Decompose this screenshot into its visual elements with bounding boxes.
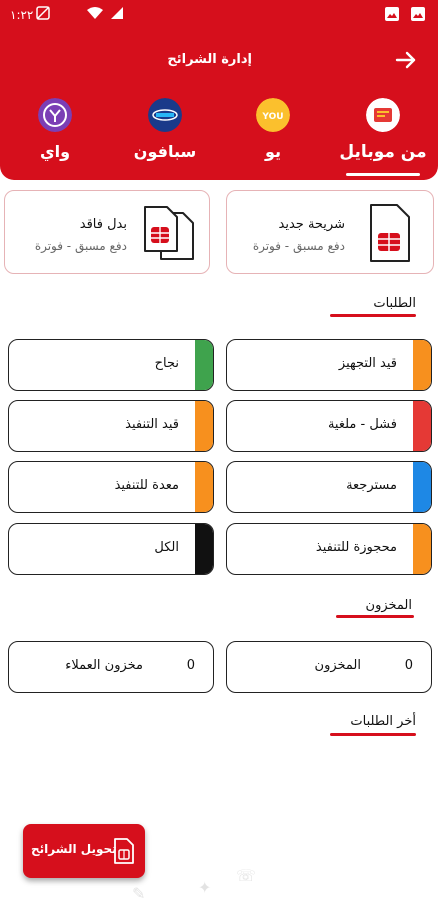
background-pattern: ✦ [198,878,212,897]
tab-you[interactable] [228,96,318,176]
tab-y[interactable] [10,96,100,176]
inventory-section-title: المخزون [365,598,412,613]
status-label: قيد التجهيز [338,356,397,371]
status-bar [0,0,438,30]
tab-sabafon[interactable] [120,96,210,176]
page-title: إدارة الشرائح [167,52,252,67]
stock-count: 0 [404,658,413,673]
arrow-right-icon[interactable] [394,48,418,72]
stock-tile[interactable] [226,641,432,693]
image-notification-icon [384,6,400,22]
replacement-card[interactable] [4,190,210,274]
tab-mobile[interactable] [338,96,428,176]
image-notification-icon [410,6,426,22]
status-tile-failed[interactable] [226,400,432,452]
status-tile-in-progress[interactable] [8,400,214,452]
card-subtitle: دفع مسبق - فوترة [34,239,127,253]
app-header [0,0,438,180]
tab-label: يو [264,142,282,161]
you-logo-icon [256,98,290,132]
signal-icon [110,6,124,20]
y-logo-icon [38,98,72,132]
status-tile-success[interactable] [8,339,214,391]
requests-section-title: الطلبات [373,296,416,311]
status-label: نجاح [154,356,179,371]
tab-label: سبافون [133,142,197,161]
section-underline [330,314,416,317]
customer-stock-tile[interactable] [8,641,214,693]
active-tab-indicator [346,173,420,176]
customer-stock-count: 0 [186,658,195,673]
sim-card-icon [113,838,135,864]
status-tile-ready[interactable] [8,461,214,513]
mobile-sim-icon [366,98,400,132]
new-sim-card[interactable] [226,190,434,274]
status-time: ١:٢٢ [10,8,34,22]
status-label: قيد التنفيذ [125,417,179,432]
status-label: الكل [154,540,179,555]
status-stripe [413,401,431,451]
svg-text:YOU: YOU [262,112,284,122]
status-stripe [195,524,213,574]
card-title: شريحة جديد [278,217,345,232]
convert-sims-label: تحويل الشرائح [31,842,117,856]
status-tile-preparing[interactable] [226,339,432,391]
status-tile-all[interactable] [8,523,214,575]
card-subtitle: دفع مسبق - فوترة [252,239,345,253]
status-label: معدة للتنفيذ [114,478,179,493]
card-title: بدل فاقد [79,217,127,232]
status-tile-returned[interactable] [226,461,432,513]
status-label: محجوزة للتنفيذ [315,540,397,555]
background-pattern: ✎ [132,884,146,900]
provider-tabs [0,96,438,178]
notification-muted-icon [36,6,50,20]
latest-requests-section-title: أخر الطلبات [350,714,416,729]
tab-label: من موبايل [339,142,427,162]
status-stripe [195,340,213,390]
status-stripe [413,462,431,512]
section-underline [336,615,414,618]
background-pattern: ☏ [236,866,257,885]
customer-stock-label: مخزون العملاء [65,658,143,673]
title-bar [0,40,438,80]
tab-label: واي [39,142,71,161]
status-tile-reserved[interactable] [226,523,432,575]
convert-sims-button[interactable] [23,824,145,878]
sim-card-icon [365,203,411,263]
duplicate-sim-icon [143,205,195,261]
status-label: مسترجعة [346,478,397,493]
status-stripe [413,524,431,574]
wifi-icon [86,6,104,20]
section-underline [330,733,416,736]
status-stripe [195,462,213,512]
stock-label: المخزون [314,658,361,673]
status-stripe [413,340,431,390]
status-label: فشل - ملغية [327,417,397,432]
sabafon-logo-icon [148,98,182,132]
status-stripe [195,401,213,451]
